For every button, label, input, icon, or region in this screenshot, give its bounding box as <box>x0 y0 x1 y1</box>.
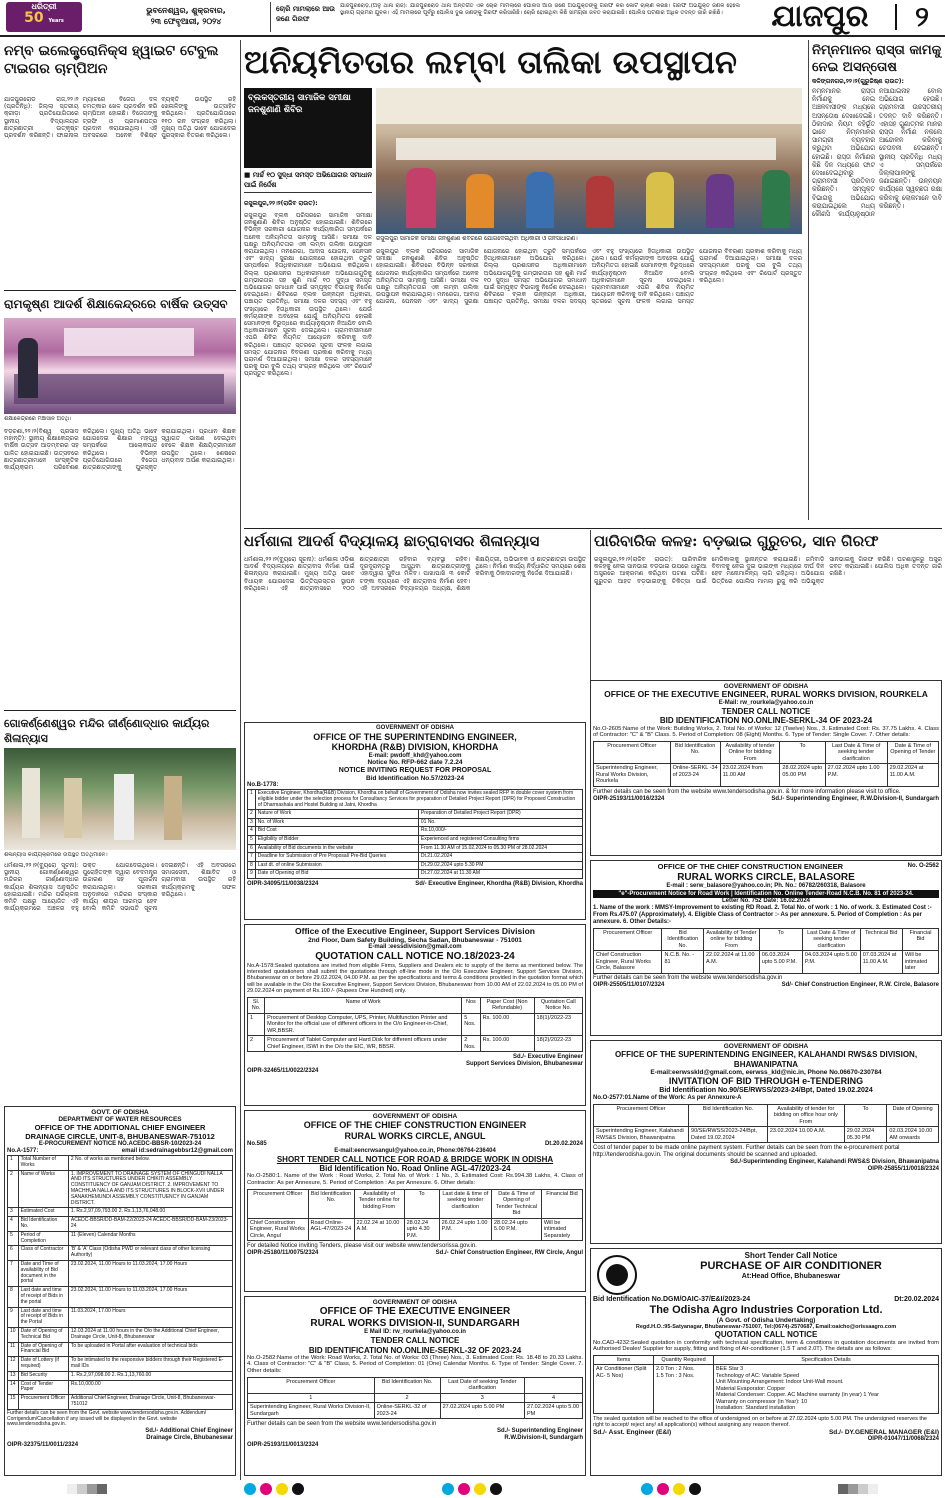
table-cell: N.C.B. No. - 81 <box>662 951 704 974</box>
rourkela-table <box>593 741 939 787</box>
table-header: To <box>844 1104 887 1127</box>
table-cell: 1 <box>248 790 256 810</box>
table-cell: 1. Rs.2,97,09,793.00 2. Rs.1,13,76,048.00 <box>68 1208 232 1217</box>
table-cell: 01 No. <box>418 818 582 827</box>
hostel-story-body: ଧର୍ମଶାଳା,୨୨।୨(ବ୍ୟୁରୋ ସୂଚନା): ଧର୍ମଶାଳା ଓଡ଼ିଶା ଆଦର୍ଶ ବିଦ୍ୟାଳୟରେ ଛାତ୍ରାବାସ ନିର୍ମାଣ ପାଇଁ ଶିଳାନ୍ୟାସ କରାଯାଇଛି। ମୁଖ୍ୟ ଅତିଥି ଭାବେ ବିଧାୟକ ଯୋଗଦେଇ ଭିତ୍ତିପ୍ରସ୍ତର ସ୍ଥାପନ କରିଥିଲେ। ଏହି ଛାତ୍ରାବାସରେ ୧୦୦ ଛାତ୍ରଛାତ୍ରୀ ରହିବାର ବ୍ୟବସ୍ଥା ରହିବ। ଦୂରଦୂରାନ୍ତରୁ ଆସୁଥିବା ଛାତ୍ରଛାତ୍ରୀଙ୍କୁ ଏହାଦ୍ୱାରା ସୁବିଧା ମିଳିବ। ପାଖାପାଖି ୩ କୋଟି ଟଙ୍କା ବ୍ୟୟରେ ଏହି ଛାତ୍ରାବାସ ନିର୍ମାଣ ହେବ। ଏହି ଅବସରରେ ବିଦ୍ୟାଳୟର ଅଧ୍ୟକ୍ଷ, ଶିକ୍ଷକ ଶିକ୍ଷୟିତ୍ରୀ, ଅଭିଭାବକ ଓ ଛାତ୍ରଛାତ୍ରୀ ଉପସ୍ଥିତ ଥିଲେ। ନିର୍ମାଣ କାର୍ଯ୍ୟ ନିର୍ଦ୍ଧାରିତ ସମୟରେ ଶେଷ କରିବାକୁ ଠିକାଦାରଙ୍କୁ ନିର୍ଦ୍ଦେଶ ଦିଆଯାଇଛି। <box>244 556 586 592</box>
family-feud-body: ରସୁଲପୁର,୨୨।୨(ରାଜିବ ରାଉତ): ପାରିବାରିକ କଳହକୁ ନେଇ ସାନଭାଇ ବଡ଼ଭାଇ ଉପରେ ଧାରୁଆ ଅସ୍ତ୍ରରେ ଆକ୍ରମଣ କରିଥିବା ଘଟଣା ଘଟିଛି। ଗୁରୁତର ଆହତ ବଡ଼ଭାଇଙ୍କୁ ଚିକିତ୍ସା ପାଇଁ ମେଡିକାଲକୁ ସ୍ଥାନାନ୍ତର କରାଯାଇଛି। ଜମିବାଡ଼ି ବିବାଦକୁ ନେଇ ଦୁଇ ଭାଇଙ୍କ ମଧ୍ୟରେ ଦୀର୍ଘ ଦିନ ହେବ ମନୋମାଳିନ୍ୟ ଲାଗି ରହିଥିଲା। ଅଭିଯୋଗ ଭିତ୍ତିରେ ପୋଲିସ ମାମଲା ରୁଜୁ କରି ଅଭିଯୁକ୍ତ ସାନଭାଇକୁ ଗିରଫ କରିଛି। ଘଟଣାସ୍ଥଳରୁ ଅସ୍ତ୍ର ଜବତ କରାଯାଇଛି। ପୋଲିସ ଅଧିକ ତଦନ୍ତ ଜାରି ରଖିଛି। <box>594 556 942 585</box>
table-header: Date of Opening <box>887 1104 939 1127</box>
temple-photo-caption: ଶିଳାନ୍ୟାସ କାର୍ଯ୍ୟକ୍ରମରେ ଉପସ୍ଥିତ ଅତିଥିମାନେ। <box>4 852 108 858</box>
table-cell: Date of Opening of Financial Bid <box>18 1342 68 1357</box>
table-cell: From 11.30 AM of 15.02.2024 to 05.30 PM of 28.02.2024 <box>418 844 582 853</box>
table-row <box>8 1246 233 1261</box>
badge-top: ଧରିତ୍ରୀ <box>31 2 57 11</box>
table-cell: 'B' & 'A' Class (Odisha PWD or relevant class of other licensing Authority) <box>68 1246 232 1261</box>
table-cell: 11 (Eleven) Calendar Months <box>68 1231 232 1246</box>
table-cell: 2 <box>248 810 256 819</box>
oaic-spec-line: Installation: Standard installation <box>716 1405 796 1412</box>
ad-oaic: Short Tender Call Notice PURCHASE OF AIR CONDITIONER At:Head Office, Bhubaneswar Bid Identification No.DGM/OAIC-37/E&I/2023-24 Dt:20.02.2024 The Odisha Agro Industries Corporation Ltd. (A Govt. of Odisha Undertaking) Regd.H.O.:95-Satyanagar, Bhubaneswar-751007, Tel:(0674)-2570687, Email:oaicho@orissaagro.com QUOTATION CALL NOTICE No.CAD-4232:Sealed quotation in conformity with technical specification, term & conditions in quotation documents are invited from Authorised Dealer/ Supplier for supply, fitting and fixing of Air-conditioner (1.5 T and 2.0T). The details are as follows: Items Quantity Required Specification Details Air Conditioner (Split AC- 5 Nos) 2.0 Ton : 2 Nos. 1.5 Ton : 3 Nos. BEE Star 3 Technology of AC: Variable Speed Unit Mounting Arrangement: Indoor Unit-Wall mount. Material Evaporator: Copper Material Condenser: Copper. AC Machine warranty (in year) 1 Year Warranty on compressor (in Year): 10 Installation: Standard installation The sealed quotation will be reached to the office of undersigned on or before at 27.02.2024 upto 5.00 PM. The undersigned reserves the right to accept/ reject any/ all application(s) without assigning any reason thereof. Sd./- Asst. Engineer (E&I) Sd./- DY.GENERAL MANAGER (E&I) OIPR-01047/11/0068/2324 <box>590 1248 942 1476</box>
table-cell: 23.02.2024, 11.00 Hours to 11.03.2024, 17.00 Hours <box>68 1261 232 1287</box>
support-table <box>247 997 583 1053</box>
teaser-title: ଚୋରି ମାମଲାରେ ଆଉ ଜଣେ ଗିରଫ <box>276 5 335 23</box>
table-cell: Rs.10,000.00 <box>68 1380 232 1395</box>
masthead <box>0 0 945 34</box>
table-cell: ACEDC-BBSR/DD-BAM-22/2023-24 ACEDC-BBSR/DD-BAM-23/2023-24 <box>68 1217 232 1232</box>
left-story2-body: ବଡ଼ଚଣା,୨୨।୨(ବିଶ୍ୱ ପ୍ରସାଦ ମହାନ୍ତି): ସ୍ଥାନୀୟ ଶିକ୍ଷାକେନ୍ଦ୍ରର ବାର୍ଷିକ ଉତ୍ସବ ଆଡ଼ମ୍ବରର ସହ ପାଳିତ ହୋଇଯାଇଛି। ଉତ୍ସବରେ ଛାତ୍ରଛାତ୍ରୀମାନେ ସାଂସ୍କୃତିକ କାର୍ଯ୍ୟକ୍ରମ ପରିବେଶଣ କରିଥିଲେ। ମୁଖ୍ୟ ଅତିଥି ଭାବେ ଯୋଗଦେଇ ଶିକ୍ଷାର ମହତ୍ତ୍ୱ ସମ୍ପର୍କରେ ଆଲୋକପାତ କରିଥିଲେ। ବିଭିନ୍ନ ପ୍ରତିଯୋଗିତାରେ ବିଜେତା ଛାତ୍ରଛାତ୍ରୀଙ୍କୁ ପୁରସ୍କୃତ କରାଯାଇଥିଲା। ପ୍ରଧାନ ଶିକ୍ଷକ ସ୍ୱାଗତ ଭାଷଣ ଦେଇଥିବା ବେଳେ ଶିକ୍ଷକ ଶିକ୍ଷୟିତ୍ରୀମାନେ ଉପସ୍ଥିତ ଥିଲେ। ଶେଷରେ ଧନ୍ୟବାଦ ଅର୍ପଣ କରାଯାଇଥିଲା। <box>4 428 236 472</box>
table-cell: 4 <box>8 1217 19 1232</box>
table-cell: 13 <box>8 1371 19 1380</box>
ad-drainage-circle: GOVT. OF ODISHA DEPARTMENT OF WATER RESOURCES OFFICE OF THE ADDITIONAL CHIEF ENGINEER DRAINAGE CIRCLE, UNIT-8, BHUBANESWAR-751012 E-PROCUREMENT NOTICE NO.ACEDC-BBSR-10/2023-24 No.A-1577: email id:sedrainagebbsr12@gmail.com 1 Total Number of Works 2 No. of works as mentioned below. 2 Name of Works 1. IMPROVEMENT TO DRAINAGE SYSTEM OF CHINGUDI NALLA AND ITS STRUCTURES UNDER CHIKITI ASSEMBLY CONSTITUENCY OF GANJAM DISTRICT. 2. IMPROVEMENT TO MACHHUA NALLA AND ITS STRUCTURES IN BLOCK-XVII UNDER SANAKHEMUNDI ASSEMBLY CONSTITUENCY IN GANJAM DISTRICT. 3 Estimated Cost 1. Rs.2,97,09,793.00 2. Rs.1,13,76,048.00 4 Bid Identification No. ACEDC-BBSR/DD-BAM-22/2023-24 ACEDC-BBSR/DD-BAM-23/2023-24 5 Period of Completion 11 (Eleven) Calendar Months 6 Class of Contractor 'B' & 'A' Class (Odisha PWD or relevant class of other licensing Authority) 7 Date and Time of availability of Bid document in the portal 23.02.2024, 11.00 Hours to 11.03.2024, 17.00 Hours 8 Last date and time of receipt of Bids in the portal 23.02.2024, 11.00 Hours to 11.03.2024, 17.00 Hours 9 Last date and time of receipt of Bids in the Portal 11.03.2024, 17.00 Hours 10 Date of Opening of Technical Bid 12.03.2024 at 11.00 hours in the O/o the Additional Chief Engineer, Drainage Circle, Unit-8, Bhubaneswar 11 Date of Opening of Financial Bid To be uploaded in Portal after evaluation of technical bids 12 Date of Lottery (if required) To be intimated to the responsive bidders through their Registered E-mail IDs 13 Bid Security 1. Rs.2,97,098.00 2. Rs.1,13,760.00 14 Cost of Tender Paper Rs.10,000.00 15 Procurement Officer Additional Chief Engineer, Drainage Circle, Unit-8, Bhubaneswar-751012 Further details can be seen from the Govt. website www.tendersodisha.gov.in. Addendum/ Corrigendum/Cancellation if any issued will be displayed in the Govt. website www.tendersodisha.gov.in. Sd./- Additional Chief Engineer Drainage Circle, Bhubaneswar OIPR-32375/11/0011/2324 <box>4 1106 236 1476</box>
table-cell: Estimated Cost <box>18 1208 68 1217</box>
table-row <box>8 1307 233 1327</box>
table-header: Bid Identification No. <box>670 741 720 764</box>
table-cell: 23.02.2024, 11.00 Hours to 11.03.2024, 17.00 Hours <box>68 1287 232 1307</box>
table-cell: 10 <box>8 1328 19 1343</box>
table-cell: 1. IMPROVEMENT TO DRAINAGE SYSTEM OF CHINGUDI NALLA AND ITS STRUCTURES UNDER CHIKITI ASSEMBLY CONSTITUENCY OF GANJAM DISTRICT. 2. IMPROVEMENT TO MACHHUA NALLA AND ITS STRUCTURES IN BLOCK-XVII UNDER SANAKHEMUNDI ASSEMBLY CONSTITUENCY IN GANJAM DISTRICT. <box>68 1170 232 1208</box>
table-cell: Rs. 100.00 <box>480 1013 534 1036</box>
table-cell: 2 <box>248 1036 265 1052</box>
ad-support-services: Office of the Executive Engineer, Support Services Division 2nd Floor, Dam Safety Building, Secha Sadan, Bhubaneswar - 751001 E-mail :eessdivision@gmail.com QUOTATION CALL NOTICE NO.18/2023-24 No.A-1578:Sealed quotations are invited from eligible Firms, Suppliers and Dealers etc to supply of the items as mentioned below. The interested quotationers shall submit the quotations through off-line mode in the O/o Executive Engineer, Support Services Division, Bhubaneswar on or before 29.02.2024, 04.00 P.M. as per the specifications and terms & conditions provided in the quotation format which will be available in the O/o the Executive Engineer, Support Services Division, Bhubaneswar from 10.00 AM of 22.02.2024 to 05.00 PM of 29.02.2024 on payment of Rs.100 /- (Rupees One Hundred) only. Sl. No. Name of Work Nos Paper Cost (Non Refundable) Quotation Call Notice No. 1 Procurement of Desktop Computer, UPS, Printer, Multifunction Printer and Monitor for the official use of different officers in the O/o Engineer-in-Chief, WR,BBSR. 5 Nos. Rs. 100.00 18(1)/2022-23 2 Procurement of Tablet Computer and Hard Disk for different officers under Chief Engineer, ISWI in the O/o the EIC, WR, BBSR. 2 Nos. Rs. 100.00 18(2)/2022-23 Sd./- Executive Engineer Support Services Division, Bhubaneswar OIPR-32465/11/0022/2324 <box>244 924 586 1106</box>
teaser-text: ଯାଜପୁରରୋଡ଼,(ଅନୁ ଥାନା ରାଜ): ଯାଜପୁରରୋଡ ଥାନା ଅନ୍ତର୍ଗତ ଏକ ଚୋରି ମାମଲାରେ ପୋଲିସ ଆଉ ଜଣେ ଅଭିଯୁକ୍ତଙ୍କୁ ଗିରଫ କରି କୋର୍ଟ ଚାଲାଣ କରିଛି। ଗିରଫ ଅଭିଯୁକ୍ତ ଜଣକ ହେଲେ ସ୍ଥାନୀୟ ଗ୍ରାମର ଯୁବକ। ଏହି ମାମଲାରେ ପୂର୍ବରୁ ପୋଲିସ ଦୁଇ ଜଣଙ୍କୁ ଗିରଫ କରିସାରିଛି। ଚୋରି ହୋଇଥିବା କିଛି ସାମଗ୍ରୀ ଜବତ କରାଯାଇଛି। ପୋଲିସ ଘଟଣାର ଅଧିକ ତଦନ୍ତ ଜାରି ରଖିଛି। <box>340 3 740 16</box>
table-cell: 26.02.24 upto 1.00 P.M. <box>439 1218 491 1241</box>
table-cell: Rs. 100.00 <box>480 1036 534 1052</box>
oaic-spec-line: BEE Star 3 <box>716 1366 744 1373</box>
table-cell: 27.02.2024 upto 5.00 PM <box>525 1403 583 1419</box>
grey-scale-strip-right <box>838 1484 878 1494</box>
table-header: Procurement Officer <box>248 1377 375 1393</box>
table-cell: Date and Time of availability of Bid document in the portal <box>18 1261 68 1287</box>
table-cell: 22.02.24 at 10.00 A.M. <box>354 1218 404 1241</box>
table-cell: Preparation of Detailed Project Report (DPR) <box>418 810 582 819</box>
table-cell: 5 Nos. <box>462 1013 480 1036</box>
table-row <box>248 870 583 879</box>
table-cell: 28.02.24 upto 5.00 P.M. <box>491 1218 541 1241</box>
table-cell: Date of Opening of Bid <box>255 870 418 879</box>
table-cell: Procurement of Desktop Computer, UPS, Printer, Multifunction Printer and Monitor for the official use of different officers in the O/o Engineer-in-Chief, WR,BBSR. <box>265 1013 462 1036</box>
table-cell: 2 Nos. <box>462 1036 480 1052</box>
table-cell: No. of Work <box>255 818 418 827</box>
table-cell: Last dt. of online Submission <box>255 861 418 870</box>
table-cell: 28.02.24 upto 4.30 P.M. <box>404 1218 439 1241</box>
table-header: Procurement Officer <box>594 928 662 951</box>
oaic-table <box>593 1355 939 1414</box>
table-cell: Rs.10,000/- <box>418 827 582 836</box>
table-cell: Online-SERKL -34 of 2023-24 <box>670 764 720 787</box>
table-cell: 22.02.2024 at 11.00 A.M. <box>703 951 759 974</box>
table-cell: 02.03.2024 10.00 AM onwards <box>887 1127 939 1143</box>
oaic-spec-line: Technology of AC: Variable Speed <box>716 1372 800 1379</box>
sundargarh-table <box>247 1377 583 1420</box>
left-story1-headline: ନମ୍ବ ଇଲେକ୍ଟ୍ରୋନିକ୍ସ ହ୍ୱାଇଟ ଟେବୁଲ ଟାଇଗର ଚାମ୍ପିଅନ <box>4 43 219 77</box>
left-story1-body: ଯାଜପୁରରୋଡ ରାଜ,୨୨।୨ (ପ୍ରତିନିଧି): ଜିଲ୍ଲା ସ୍ତରୀୟ କ୍ରୀଡ଼ା ପ୍ରତିଯୋଗିତାରେ ସ୍ଥାନୀୟ ବିଦ୍ୟାଳୟର ଛାତ୍ରଛାତ୍ରୀ ଉତ୍କୃଷ୍ଟ ପ୍ରଦର୍ଶନ କରିଛନ୍ତି। ଫାଇନାଲ ମ୍ୟାଚରେ ବିଜେତା ଦଳ ଚମତ୍କାର ଖେଳ ପ୍ରଦର୍ଶନ କରି ଚାମ୍ପିଅନ ହୋଇଛି। ବିଜେତାଙ୍କୁ ଟ୍ରଫି ଓ ପ୍ରମାଣପତ୍ର ପ୍ରଦାନ କରାଯାଇଥିଲା। ଏହି ଅବସରରେ ଅନେକ ବିଶିଷ୍ଟ ବ୍ୟକ୍ତି ଉପସ୍ଥିତ ରହି ଖେଳାଳିଙ୍କୁ ଉତ୍ସାହିତ କରିଥିଲେ। ପ୍ରତିଯୋଗିତାରେ ୧୧୦ ରନ ସଂଗ୍ରହ କରିଥିଲା। ମୁଖ୍ୟ ଅତିଥି ଭାବେ ଯୋଗଦେଇ ପୁରସ୍କାର ବିତରଣ କରିଥିଲେ। <box>4 96 236 140</box>
table-cell: 6 <box>248 844 256 853</box>
table-row <box>248 861 583 870</box>
table-cell: 5 <box>248 836 256 845</box>
table-cell: 8 <box>248 861 256 870</box>
table-cell: Last date and time of receipt of Bids in the portal <box>18 1287 68 1307</box>
table-cell: 9 <box>8 1307 19 1327</box>
table-row <box>8 1395 233 1410</box>
oaic-spec-line: Material Evaporator: Copper <box>716 1385 786 1392</box>
ad-angul: GOVERNMENT OF ODISHA OFFICE OF THE CHIEF CONSTRUCTION ENGINEER RURAL WORKS CIRCLE, ANGUL No.585 Dt.20.02.2024 E-mail:eencrwsangul@yahoo.co.in, Phone:06764-236404 SHORT TENDER CALL NOTICE FOR ROAD & BRIDGE WORK IN ODISHA Bid Identification No. Road Online AGL-47/2023-24 No.O-2580:1. Name of the Work : Road Works, 2. Total No. of Work : 1 No., 3. Estimated Cost: Rs.994.38 Lakhs, 4. Class of Contractor: As per Annexure, 5. Period of Completion : As per Annexure. 6. Other details: Procurement Officer Bid Identification No. Availability of Tender online for bidding From To Last date & time of seeking tender clarification Date & Time of Opening of Tender Technical Bid Financial Bid Chief Construction Engineer, Rural Works Circle, Angul Road Online- AGL-47/2023-24 22.02.24 at 10.00 A.M. 28.02.24 upto 4.30 P.M. 26.02.24 upto 1.00 P.M. 28.02.24 upto 5.00 P.M. Will be intimated Separately For detailed Notice inviting Tenders, please visit our website www.tendersorissa.gov.in. OIPR-25180/11/0075/2324 Sd./- Chief Construction Engineer, RW Circle, Angul <box>244 1110 586 1292</box>
table-cell: Bid Cost <box>255 827 418 836</box>
table-cell: 90/SE/RWSS/2023-24/Bpt, Dated 19.02.2024 <box>689 1127 768 1143</box>
table-cell: To be intimated to the responsive bidders through their Registered E-mail IDs <box>68 1357 232 1372</box>
oaic-spec-line: Unit Mounting Arrangement: Indoor Unit-Wall mount. <box>716 1379 844 1386</box>
table-cell: 04.03.2024 upto 5.00 P.M. <box>802 951 860 974</box>
color-dots-center <box>440 1480 504 1498</box>
table-cell: 1. Rs.2,97,098.00 2. Rs.1,13,760.00 <box>68 1371 232 1380</box>
table-header: Last Date & Time of seeking tender clarification <box>802 928 860 951</box>
main-photo-caption: ରସୁଲପୁର ସାମାଜିକ ସମୀକ୍ଷା ଜନଶୁଣାଣି ଶିବିରରେ ଯୋଗଦେଇଥିବା ଅଧିକାରୀ ଓ ଜନସାଧାରଣ। <box>376 236 578 242</box>
table-header: Bid Identification No. <box>374 1377 440 1393</box>
ad-sundargarh: GOVERNMENT OF ODISHA OFFICE OF THE EXECUTIVE ENGINEER RURAL WORKS DIVISION-II, SUNDARGARH E Mail ID: rw_rourkela@yahoo.co.in TENDER CALL NOTICE BID IDENTIFICATION NO.ONLINE-SERKL-32 OF 2023-24 No.O-2582:Name of the Work: Road Works, 2. Total No. of Works: 03 (Three) Nos., 3. Estimated Cost: Rs. 18.48 to 20.33 Lakhs. 4. Class of Contractor: "C" & "B" Class, 5. Period of Completion: 01 (One) Calendar Months. 6. Type of Tender: Single Cover. 7. Other details: Procurement Officer Bid Identification No. Last Date of seeking Tender clarification 1 2 3 4 Superintending Engineer, Rural Works Division-II, Sundargarh Online-SERKL-32 of 2023-24 27.02.2024 upto 5.00 PM 27.02.2024 upto 5.00 PM Further details can be seen from the website www.tendersodisha.gov.in Sd./- Superintending Engineer R.W.Division-II, Sundargarh OIPR-25193/11/0013/2324 <box>244 1296 586 1476</box>
table-cell: Date of Lottery (if required) <box>18 1357 68 1372</box>
table-cell: Date of Opening of Technical Bid <box>18 1328 68 1343</box>
left-story2-headline: ରାମକୃଷ୍ଣ ଆଦର୍ଶ ଶିକ୍ଷାକେନ୍ଦ୍ରରେ ବାର୍ଷିକ ଉତ୍ସବ <box>4 297 228 311</box>
table-header: Specification Details <box>714 1355 939 1365</box>
badge-number: 50 <box>24 10 44 26</box>
table-cell: 12 <box>8 1357 19 1372</box>
table-header: Quantity Required <box>654 1355 714 1365</box>
table-cell: Period of Completion <box>18 1231 68 1246</box>
table-cell: Eligibility of Bidder <box>255 836 418 845</box>
badge-sub: Years <box>48 18 64 24</box>
table-row <box>8 1217 233 1232</box>
table-row <box>248 810 583 819</box>
table-cell: 29.02.2024 at 11.00 A.M. <box>887 764 938 787</box>
ad-balasore: OFFICE OF THE CHIEF CONSTRUCTION ENGINEER No. O-2562 RURAL WORKS CIRCLE, BALASORE E-mail : serw_balasore@yahoo.co.in; Ph. No.: 06782/260318, Balasore "e"-Procurement Notice for Road Work | Identification No. Online Tender-Road N.C.B. No. 81 of 2023-24. Letter No. 752 Date: 16.02.2024 1. Name of the work : MMSY-Improvement to existing RD Road. 2. Total No. of work : 1 No. of work. 3. Estimated Cost :- From Rs.475.07 (Approximately). 4. Eligible Class of Contractor :- As per annexure. 5. Period of Completion : As per annexure. 6. Other Details:- Procurement Officer Bid Identification No. Availability of Tender online for bidding From To Last Date & Time of seeking tender clarification Technical Bid Financial Bid Chief Construction Engineer, Rural Works Circle, Balasore N.C.B. No. - 81 22.02.2024 at 11.00 A.M. 06.03.2024 upto 5.00 P.M. 04.03.2024 upto 5.00 P.M. 07.03.2024 at 11.00 A.M. Will be intimated later Further details can be seen from the website www.tendersodisha.gov.in OIPR-25505/11/0107/2324 Sd/- Chief Construction Engineer, R.W. Circle, Balasore <box>590 860 942 1036</box>
table-header: Financial Bid <box>541 1189 582 1218</box>
table-cell: Chief Construction Engineer, Rural Works Circle, Angul <box>248 1218 309 1241</box>
table-header: Nos <box>462 997 480 1013</box>
table-cell: 9 <box>248 870 256 879</box>
table-cell: Dt.27.02.2024 at 11.30 AM <box>418 870 582 879</box>
table-row <box>8 1357 233 1372</box>
table-header: Paper Cost (Non Refundable) <box>480 997 534 1013</box>
table-row <box>8 1170 233 1208</box>
school-photo-caption: ଶିକ୍ଷାକେନ୍ଦ୍ରରେ ମଞ୍ଚାସୀନ ଅତିଥି। <box>4 416 72 422</box>
table-header: Procurement Officer <box>594 1104 689 1127</box>
table-cell: Will be intimated later <box>902 951 938 974</box>
table-row <box>8 1371 233 1380</box>
drainage-table <box>7 1155 233 1410</box>
table-cell: 23.02.2024 from 11.00 AM <box>720 764 780 787</box>
table-row <box>248 836 583 845</box>
oaic-spec-line: Material Condenser: Copper. AC Machine warranty (in year) 1 Year <box>716 1392 879 1399</box>
table-header: Technical Bid <box>860 928 902 951</box>
table-row <box>8 1261 233 1287</box>
table-cell: 23.02.2024 10.00 A.M. <box>767 1127 844 1143</box>
table-header: Bid Identification No. <box>308 1189 354 1218</box>
table-cell: 15 <box>8 1395 19 1410</box>
table-header: 1 <box>248 1393 375 1403</box>
table-header: Financial Bid <box>902 928 938 951</box>
table-cell: Cost of Tender Paper <box>18 1380 68 1395</box>
table-header: Availability of Tender online for bidding From <box>354 1189 404 1218</box>
table-cell: Additional Chief Engineer, Drainage Circle, Unit-8, Bhubaneswar-751012 <box>68 1395 232 1410</box>
table-cell: 12.03.2024 at 11.00 hours in the O/o the Additional Chief Engineer, Drainage Circle, Unit-8, Bhubaneswar <box>68 1328 232 1343</box>
left-story3-body: ଧର୍ମଶାଳା,୨୨।୨(ବ୍ୟୁରୋ ସୂଚନା): ସ୍ଥାନୀୟ ଗୋକର୍ଣ୍ଣେଶ୍ୱର ମନ୍ଦିରର ଜୀର୍ଣ୍ଣୋଦ୍ଧାର କାର୍ଯ୍ୟର ଶିଳାନ୍ୟାସ ଅନୁଷ୍ଠିତ ହୋଇଯାଇଛି। ମନ୍ଦିର ପରିଚାଳନା କମିଟି ପକ୍ଷରୁ ଆୟୋଜିତ ଏହି କାର୍ଯ୍ୟକ୍ରମରେ ଅଞ୍ଚଳର ବହୁ ଭକ୍ତ ଯୋଗଦେଇଥିଲେ। ପୁରୋହିତଙ୍କ ଦ୍ୱାରା ବେଦମନ୍ତ୍ର ଉଚ୍ଚାରଣ ସହ ପୂଜାର୍ଚ୍ଚନା କରାଯାଇଥିଲା। ସରକାରୀ ଅନୁଦାନରେ ମନ୍ଦିରର ସଂସ୍କାର କାର୍ଯ୍ୟ ଶୀଘ୍ର ଆରମ୍ଭ ହେବ ବୋଲି କମିଟି ସଭାପତି ସୂଚନା ଦେଇଛନ୍ତି। ଏହି ଅବସରରେ ସମାଜସେବୀ, ଶିକ୍ଷାବିତ ଓ ଗ୍ରାମବାସୀ ଉପସ୍ଥିତ ରହି କାର୍ଯ୍ୟକ୍ରମକୁ ସଫଳ କରିଥିଲେ। <box>4 862 236 913</box>
table-cell: Availability of Bid documents in the website <box>255 844 418 853</box>
table-row <box>248 1013 583 1036</box>
table-cell: 14 <box>8 1380 19 1395</box>
table-header: To <box>404 1189 439 1218</box>
table-row <box>8 1231 233 1246</box>
color-dots-left <box>242 1480 306 1498</box>
family-feud-headline: ପାରିବାରିକ କଳହ: ବଡ଼ଭାଇ ଗୁରୁତର, ସାନ ଗିରଫ <box>594 532 879 550</box>
table-header <box>525 1377 583 1393</box>
table-cell: Superintending Engineer, Kalahandi RWS&S Division, Bhawanipatna <box>594 1127 689 1143</box>
angul-table <box>247 1189 583 1242</box>
social-audit-camp-photo <box>376 88 802 234</box>
balasore-table <box>593 928 939 974</box>
table-cell: 27.02.2024 upto 1.00 P.M. <box>825 764 887 787</box>
table-header: Procurement Officer <box>594 741 671 764</box>
table-cell: Nature of Work <box>255 810 418 819</box>
oaic-logo-icon <box>597 1255 637 1295</box>
table-cell: 07.03.2024 at 11.00 A.M. <box>860 951 902 974</box>
ad-kalahandi: GOVERNMENT OF ODISHA OFFICE OF THE SUPERINTENDING ENGINEER, KALAHANDI RWS&S DIVISION, BHAWANIPATNA E-mail:eerwsskld@gmail.com, eerwss_kld@nic.in, Phone No.06670-230784 INVITATION OF BID THROUGH e-TENDERING Bid Identification No.90/SE/RWSS/2023-24/Bpt, Dated 19.02.2024 No.O-2577:01.Name of the Work: As per Annexure-A Procurement Officer Bid Identification No. Availability of tender for bidding on office hour only From To Date of Opening Superintending Engineer, Kalahandi RWS&S Division, Bhawanipatna 90/SE/RWSS/2023-24/Bpt, Dated 19.02.2024 23.02.2024 10.00 A.M. 29.02.2024 05.30 PM 02.03.2024 10.00 AM onwards Cost of tender paper to be made online payment system. Further details can be seen from the e-procurement portal http://tenderodisha.gov.in. The original documents should be scanned and uploaded. Sd./-Superintending Engineer, Kalahandi RWS&S Division, Bhawanipatna OIPR-25855/11/0018/2324 <box>590 1040 942 1244</box>
table-cell: Name of Works <box>18 1170 68 1208</box>
table-cell: 6 <box>8 1246 19 1261</box>
oaic-qty-line: 1.5 Ton : 3 Nos. <box>656 1372 695 1379</box>
print-registration-marks <box>0 1480 945 1498</box>
table-header: Date & Time of Opening of Tender Technical Bid <box>491 1189 541 1218</box>
table-cell: Total Number of Works <box>18 1156 68 1171</box>
ad-rourkela: GOVERNMENT OF ODISHA OFFICE OF THE EXECUTIVE ENGINEER, RURAL WORKS DIVISION, ROURKELA E-Mail: rw_rourkela@yahoo.co.in TENDER CALL NOTICE BID IDENTIFICATION NO.ONLINE-SERKL-34 OF 2023-24 No.O-2605:Name of the Work: Building Works, 2. Total No. of Works: 12 (Twelve) Nos., 3. Estimated Cost: Rs. 37.75 Lakhs. 4. Class of Contractor: "C" & "B" Class. 5. Period of Completion: 08 (Eight) Months. 6. Type of Tender: Single Cover. 7. Other details: Procurement Officer Bid Identification No. Availability of tender Online for bidding From To Last Date & Time of seeking tender clarification Date & Time of Opening of Tender Superintending Engineer, Rural Works Division, Rourkela Online-SERKL -34 of 2023-24 23.02.2024 from 11.00 AM 28.02.2024 upto 05.00 PM 27.02.2024 upto 1.00 P.M. 29.02.2024 at 11.00 A.M. Further details can be seen from the website www.tendersodisha.gov.in. & for more information please visit to office. OIPR-25193/11/0016/2324 Sd./- Superintending Engineer, R.W.Division-II, Sundargarh <box>590 680 942 856</box>
table-header: Bid Identification No. <box>662 928 704 951</box>
page-number: ୨ <box>915 0 929 33</box>
table-cell: Deadline for Submission of Pre Proposal/ Pre-Bid Queries <box>255 853 418 862</box>
table-cell: 3 <box>248 818 256 827</box>
table-cell: 18(1)/2022-23 <box>534 1013 582 1036</box>
oaic-qty-line: 2.0 Ton : 2 Nos. <box>656 1366 695 1373</box>
table-header: Quotation Call Notice No. <box>534 997 582 1013</box>
table-header: Last Date of seeking Tender clarification <box>440 1377 524 1393</box>
table-cell: Procurement Officer <box>18 1395 68 1410</box>
table-cell: Experienced and registered Consulting firms <box>418 836 582 845</box>
oaic-spec-line: Warranty on compressor (in Year): 10 <box>716 1398 808 1405</box>
hostel-headline: ଧର୍ମଶାଳା ଆଦର୍ଶ ବିଦ୍ୟାଳୟ ଛାତ୍ରାବାସର ଶିଳାନ୍ୟାସ <box>244 532 540 550</box>
oaic-item: Air Conditioner (Split AC- 5 Nos) <box>594 1365 654 1414</box>
grey-scale-strip <box>67 1484 107 1494</box>
table-header: Items <box>594 1355 654 1365</box>
table-cell: Chief Construction Engineer, Rural Works Circle, Balasore <box>594 951 662 974</box>
main-story-body-cont: ରସୁଲପୁର ବ୍ଲକ ପରିସରରେ ସାମାଜିକ ସମୀକ୍ଷା ଜନଶୁଣାଣି ଶିବିର ଅନୁଷ୍ଠିତ ହୋଇଯାଇଛି। ଶିବିରରେ ବିଭିନ୍ନ ସରକାରୀ ଯୋଜନାର କାର୍ଯ୍ୟକାରିତା ସମ୍ପର୍କରେ ଅନେକ ଅନିୟମିତତା ସାମ୍ନାକୁ ଆସିଛି। ସମୀକ୍ଷା ଦଳ ପକ୍ଷରୁ ଅନିୟମିତତାର ଏକ ଲମ୍ବା ତାଲିକା ଉପସ୍ଥାପନ କରାଯାଇଥିଲା। ମନରେଗା, ଆବାସ ଯୋଜନା, ପେନସନ ଏବଂ ଖାଦ୍ୟ ସୁରକ୍ଷା ଯୋଜନାରେ ହୋଇଥିବା ତ୍ରୁଟି ସମ୍ପର୍କରେ ହିତାଧିକାରୀମାନେ ଅଭିଯୋଗ କରିଥିଲେ। ଜିଲ୍ଲା ପ୍ରଶାସନର ଅଧିକାରୀମାନେ ଅଭିଯୋଗଗୁଡ଼ିକୁ ଗମ୍ଭୀରତାର ସହ ଶୁଣି ମାର୍ଚ୍ଚ ୧୦ ସୁଦ୍ଧା ସମସ୍ତ ଅଭିଯୋଗର ସମାଧାନ ପାଇଁ ସମ୍ପୃକ୍ତ ବିଭାଗକୁ ନିର୍ଦ୍ଦେଶ ଦେଇଥିଲେ। ଶିବିରରେ ବ୍ଲକ ଉନ୍ନୟନ ଅଧିକାରୀ, ପଞ୍ଚାୟତ ପ୍ରତିନିଧି, ସମୀକ୍ଷା ଦଳର ସଦସ୍ୟ ଏବଂ ବହୁ ସଂଖ୍ୟାରେ ହିତାଧିକାରୀ ଉପସ୍ଥିତ ଥିଲେ। ଯେଉଁ କର୍ମଚାରୀଙ୍କ ଅବହେଳା ଯୋଗୁଁ ଅନିୟମିତତା ହୋଇଛି ସେମାନଙ୍କ ବିରୁଦ୍ଧରେ କାର୍ଯ୍ୟାନୁଷ୍ଠାନ ନିଆଯିବ ବୋଲି ଅଧିକାରୀମାନେ ସୂଚନା ଦେଇଥିଲେ। ଗ୍ରାମବାସୀମାନେ ଏପରି ଶିବିର ନିୟମିତ ଆୟୋଜନ କରିବାକୁ ଦାବି କରିଥିଲେ। ପଞ୍ଚାୟତ ସ୍ତରରେ ସୂଚନା ଫଳକ ଲଗାଇ ସମସ୍ତ ଯୋଜନାର ବିବରଣୀ ପ୍ରକାଶ କରିବାକୁ ମଧ୍ୟ ପରାମର୍ଶ ଦିଆଯାଇଥିଲା। ସମୀକ୍ଷା ଦଳର ସଦସ୍ୟମାନେ ଘରକୁ ଘର ବୁଲି ତଥ୍ୟ ସଂଗ୍ରହ କରିଥିଲେ ଏବଂ ରିପୋର୍ଟ ପ୍ରସ୍ତୁତ କରିଥିଲେ। <box>376 248 802 306</box>
table-cell: 11.03.2024, 17.00 Hours <box>68 1307 232 1327</box>
issue-date: ୨୩ ଫେବୃଆରୀ, ୨୦୨୪ <box>150 17 222 26</box>
table-cell: 28.02.2024 upto 05.00 PM <box>780 764 825 787</box>
table-cell: 7 <box>248 853 256 862</box>
table-row <box>248 790 583 810</box>
table-row <box>248 844 583 853</box>
table-cell: 27.02.2024 upto 5.00 PM <box>440 1403 524 1419</box>
district-name: ଯାଜପୁର <box>771 0 869 34</box>
table-cell: Dt.21.02.2024 <box>418 853 582 862</box>
main-bullet: ■ ମାର୍ଚ୍ଚ ୧୦ ସୁଦ୍ଧା ସମସ୍ତ ଅଭିଯୋଗର ସମାଧାନ ପାଇଁ ନିର୍ଦ୍ଦେଶ <box>244 170 372 193</box>
table-cell: 7 <box>8 1261 19 1287</box>
khordha-table <box>247 789 583 879</box>
left-story3-headline: ଗୋକର୍ଣ୍ଣେଶ୍ୱର ମନ୍ଦିର ଜୀର୍ଣ୍ଣୋଦ୍ଧାର କାର୍ଯ୍ୟର ଶିଳାନ୍ୟାସ <box>4 717 210 745</box>
table-cell: Class of Contractor <box>18 1246 68 1261</box>
balasore-notice-bar: "e"-Procurement Notice for Road Work | Identification No. Online Tender-Road N.C.B. No. 81 of 2023-24. <box>593 890 939 898</box>
table-cell: Last date and time of receipt of Bids in the Portal <box>18 1307 68 1327</box>
right-story-headline: ନିମ୍ନମାନର ରାସ୍ତା କାମକୁ ନେଇ ଅସନ୍ତୋଷ <box>812 43 942 75</box>
table-cell: 18(2)/2022-23 <box>534 1036 582 1052</box>
school-event-photo <box>4 318 236 414</box>
table-header: Availability of tender for bidding on office hour only From <box>767 1104 844 1127</box>
right-story-dateline: କଳିଙ୍ଗନଗର,୨୨।୨(ଗୁରୁଜିଷ୍ଣ ରାଉତ): <box>812 78 904 85</box>
main-kicker: ବ୍ଲକସ୍ତରୀୟ ସାମାଜିକ ସମୀକ୍ଷା ଜନଶୁଣାଣି ଶିବିର <box>244 88 372 168</box>
table-cell: Superintending Engineer, Rural Works Division-II, Sundargarh <box>248 1403 375 1419</box>
table-cell: Executive Engineer, Khordha(R&B) Division, Khordha on behalf of Government of Odisha now invites sealed RFP in double cover system from eligible bidder under the selection process for Consultancy Services for preparation of Detailed Project Report (DPR) for Proposed Construction of Dharmashala and Hostel Building at Jatni, Khordha <box>255 790 582 810</box>
table-cell: Bid Security <box>18 1371 68 1380</box>
temple-ceremony-photo <box>4 748 236 850</box>
color-dots-right <box>639 1480 703 1498</box>
main-dateline: ରସୁଲପୁର,୨୨।୨(ରାଜିବ ରାଉତ): <box>244 200 318 207</box>
table-cell: Procurement of Tablet Computer and Hard Disk for different officers under Chief Engineer, ISWI in the O/o the EIC, WR, BBSR. <box>265 1036 462 1052</box>
table-cell: 2 No. of works as mentioned below. <box>68 1156 232 1171</box>
table-cell: 3 <box>8 1208 19 1217</box>
table-cell: 29.02.2024 05.30 PM <box>844 1127 887 1143</box>
table-cell: 1 <box>248 1013 265 1036</box>
table-header: Last date & time of seeking tender clarification <box>439 1189 491 1218</box>
table-cell: Road Online- AGL-47/2023-24 <box>308 1218 354 1241</box>
table-cell: Superintending Engineer, Rural Works Division, Rourkela <box>594 764 671 787</box>
anniversary-badge <box>6 2 82 32</box>
table-header: 3 <box>440 1393 524 1403</box>
table-header: To <box>759 928 802 951</box>
table-header: Date & Time of Opening of Tender <box>887 741 938 764</box>
table-header: Availability of Tender online for bidding From <box>703 928 759 951</box>
right-story-body: ନିମ୍ନମାନର ରାସ୍ତା ନିର୍ମାଣକୁ ନେଇ ଅଞ୍ଚଳବାସୀଙ୍କ ମଧ୍ୟରେ ଅସନ୍ତୋଷ ଦେଖାଦେଇଛି। ଠିକାଦାର ନିୟମ ବହିର୍ଭୂତ ଭାବେ ନିମ୍ନମାନର ସାମଗ୍ରୀ ବ୍ୟବହାର କରୁଥିବା ଅଭିଯୋଗ ହୋଇଛି। ରାସ୍ତା ନିର୍ମାଣର କିଛି ଦିନ ମଧ୍ୟରେ ଫାଟ ଦେଖାଦେଇଥିବାରୁ ଗ୍ରାମବାସୀ ପ୍ରତିବାଦ କରିଛନ୍ତି। ସମ୍ପୃକ୍ତ ବିଭାଗକୁ ଅଭିଯୋଗ କରାଯାଇଥିଲେ ମଧ୍ୟ କୌଣସି କାର୍ଯ୍ୟାନୁଷ୍ଠାନ ନିଆଯାଇନାହିଁ ବୋଲି ଅଭିଯୋଗ ହେଉଛି। ଗ୍ରାମବାସୀ ଉଚ୍ଚସ୍ତରୀୟ ତଦନ୍ତ ଦାବି କରିଛନ୍ତି। ଏହାସହ ଗୁଣାତ୍ମକ ମାନର ରାସ୍ତା ନିର୍ମାଣ ନକଲେ ଆନ୍ଦୋଳନ କରିବାକୁ ଚେତାବନୀ ଦେଇଛନ୍ତି। ସ୍ଥାନୀୟ ପ୍ରତିନିଧି ମଧ୍ୟ ଏ ସମ୍ପର୍କରେ ଜିଲ୍ଲାପାଳଙ୍କୁ ଜଣାଇଛନ୍ତି। ଉନ୍ନୟନ କାର୍ଯ୍ୟରେ ସ୍ୱଚ୍ଛତା ରକ୍ଷା କରିବାକୁ ଲୋକମାନେ ଦାବି କରିଛନ୍ତି। <box>812 88 942 219</box>
table-header: Bid Identification No. <box>689 1104 768 1127</box>
table-cell: Online-SERKL-32 of 2023-24 <box>374 1403 440 1419</box>
table-header: Sl. No. <box>248 997 265 1013</box>
table-row <box>248 818 583 827</box>
table-row <box>8 1328 233 1343</box>
table-header: Last Date & Time of seeking tender clarification <box>825 741 887 764</box>
table-cell: To be uploaded in Portal after evaluation of technical bids <box>68 1342 232 1357</box>
table-row <box>248 827 583 836</box>
table-cell: 5 <box>8 1231 19 1246</box>
place-date: ଭୁବନେଶ୍ୱର, ଶୁକ୍ରବାର, ୨୩ ଫେବୃଆରୀ, ୨୦୨୪ <box>106 5 266 27</box>
table-header: 2 <box>374 1393 440 1403</box>
table-cell: 1 <box>8 1156 19 1171</box>
table-header: To <box>780 741 825 764</box>
table-cell: 4 <box>248 827 256 836</box>
table-cell: 11 <box>8 1342 19 1357</box>
table-header: Name of Work <box>265 997 462 1013</box>
table-cell: 8 <box>8 1287 19 1307</box>
table-header: 4 <box>525 1393 583 1403</box>
main-story-body: ରସୁଲପୁର ବ୍ଲକ ପରିସରରେ ସାମାଜିକ ସମୀକ୍ଷା ଜନଶୁଣାଣି ଶିବିର ଅନୁଷ୍ଠିତ ହୋଇଯାଇଛି। ଶିବିରରେ ବିଭିନ୍ନ ସରକାରୀ ଯୋଜନାର କାର୍ଯ୍ୟକାରିତା ସମ୍ପର୍କରେ ଅନେକ ଅନିୟମିତତା ସାମ୍ନାକୁ ଆସିଛି। ସମୀକ୍ଷା ଦଳ ପକ୍ଷରୁ ଅନିୟମିତତାର ଏକ ଲମ୍ବା ତାଲିକା ଉପସ୍ଥାପନ କରାଯାଇଥିଲା। ମନରେଗା, ଆବାସ ଯୋଜନା, ପେନସନ ଏବଂ ଖାଦ୍ୟ ସୁରକ୍ଷା ଯୋଜନାରେ ହୋଇଥିବା ତ୍ରୁଟି ସମ୍ପର୍କରେ ହିତାଧିକାରୀମାନେ ଅଭିଯୋଗ କରିଥିଲେ। ଜିଲ୍ଲା ପ୍ରଶାସନର ଅଧିକାରୀମାନେ ଅଭିଯୋଗଗୁଡ଼ିକୁ ଗମ୍ଭୀରତାର ସହ ଶୁଣି ମାର୍ଚ୍ଚ ୧୦ ସୁଦ୍ଧା ସମସ୍ତ ଅଭିଯୋଗର ସମାଧାନ ପାଇଁ ସମ୍ପୃକ୍ତ ବିଭାଗକୁ ନିର୍ଦ୍ଦେଶ ଦେଇଥିଲେ। ଶିବିରରେ ବ୍ଲକ ଉନ୍ନୟନ ଅଧିକାରୀ, ପଞ୍ଚାୟତ ପ୍ରତିନିଧି, ସମୀକ୍ଷା ଦଳର ସଦସ୍ୟ ଏବଂ ବହୁ ସଂଖ୍ୟାରେ ହିତାଧିକାରୀ ଉପସ୍ଥିତ ଥିଲେ। ଯେଉଁ କର୍ମଚାରୀଙ୍କ ଅବହେଳା ଯୋଗୁଁ ଅନିୟମିତତା ହୋଇଛି ସେମାନଙ୍କ ବିରୁଦ୍ଧରେ କାର୍ଯ୍ୟାନୁଷ୍ଠାନ ନିଆଯିବ ବୋଲି ଅଧିକାରୀମାନେ ସୂଚନା ଦେଇଥିଲେ। ଗ୍ରାମବାସୀମାନେ ଏପରି ଶିବିର ନିୟମିତ ଆୟୋଜନ କରିବାକୁ ଦାବି କରିଥିଲେ। ପଞ୍ଚାୟତ ସ୍ତରରେ ସୂଚନା ଫଳକ ଲଗାଇ ସମସ୍ତ ଯୋଜନାର ବିବରଣୀ ପ୍ରକାଶ କରିବାକୁ ମଧ୍ୟ ପରାମର୍ଶ ଦିଆଯାଇଥିଲା। ସମୀକ୍ଷା ଦଳର ସଦସ୍ୟମାନେ ଘରକୁ ଘର ବୁଲି ତଥ୍ୟ ସଂଗ୍ରହ କରିଥିଲେ ଏବଂ ରିପୋର୍ଟ ପ୍ରସ୍ତୁତ କରିଥିଲେ। <box>244 212 372 378</box>
table-cell: Bid Identification No. <box>18 1217 68 1232</box>
table-cell: Dt.29.02.2024 upto 5.30 PM <box>418 861 582 870</box>
table-row <box>8 1208 233 1217</box>
table-cell: Will be intimated Separately <box>541 1218 582 1241</box>
table-cell: 2 <box>8 1170 19 1208</box>
table-row <box>8 1287 233 1307</box>
table-header: Availability of tender Online for bidding From <box>720 741 780 764</box>
ad-khordha-rfp: GOVERNMENT OF ODISHA OFFICE OF THE SUPERINTENDING ENGINEER, KHORDHA (R&B) DIVISION, KHORDHA E-mail: pwdoff_khd@yahoo.com Notice No. RFP-662 date 7.2.24 NOTICE INVITING REQUEST FOR PROPOSAL Bid Identification No.57/2023-24 No.B-1778: 1 Executive Engineer, Khordha(R&B) Division, Khordha on behalf of Government of Odisha now invites sealed RFP in double cover system from eligible bidder under the selection process for Consultancy Services for preparation of Detailed Project Report (DPR) for Proposed Construction of Dharmashala and Hostel Building at Jatni, Khordha 2 Nature of Work Preparation of Detailed Project Report (DPR) 3 No. of Work 01 No. 4 Bid Cost Rs.10,000/- 5 Eligibility of Bidder Experienced and registered Consulting firms 6 Availability of Bid documents in the website From 11.30 AM of 15.02.2024 to 05.30 PM of 28.02.2024 7 Deadline for Submission of Pre Proposal/ Pre-Bid Queries Dt.21.02.2024 8 Last dt. of online Submission Dt.29.02.2024 upto 5.30 PM 9 Date of Opening of Bid Dt.27.02.2024 at 11.30 AM OIPR-34095/11/0038/2324 Sd/- Executive Engineer, Khordha (R&B) Division, Khordha <box>244 722 586 920</box>
table-row <box>248 1036 583 1052</box>
main-headline: ଅନିୟମିତତାର ଲମ୍ବା ତାଲିକା ଉପସ୍ଥାପନ <box>244 43 737 81</box>
table-row <box>8 1156 233 1171</box>
table-row <box>248 853 583 862</box>
table-cell: 06.03.2024 upto 5.00 P.M. <box>759 951 802 974</box>
kalahandi-table <box>593 1104 939 1144</box>
table-row <box>8 1342 233 1357</box>
table-header: Procurement Officer <box>248 1189 309 1218</box>
table-row <box>8 1380 233 1395</box>
